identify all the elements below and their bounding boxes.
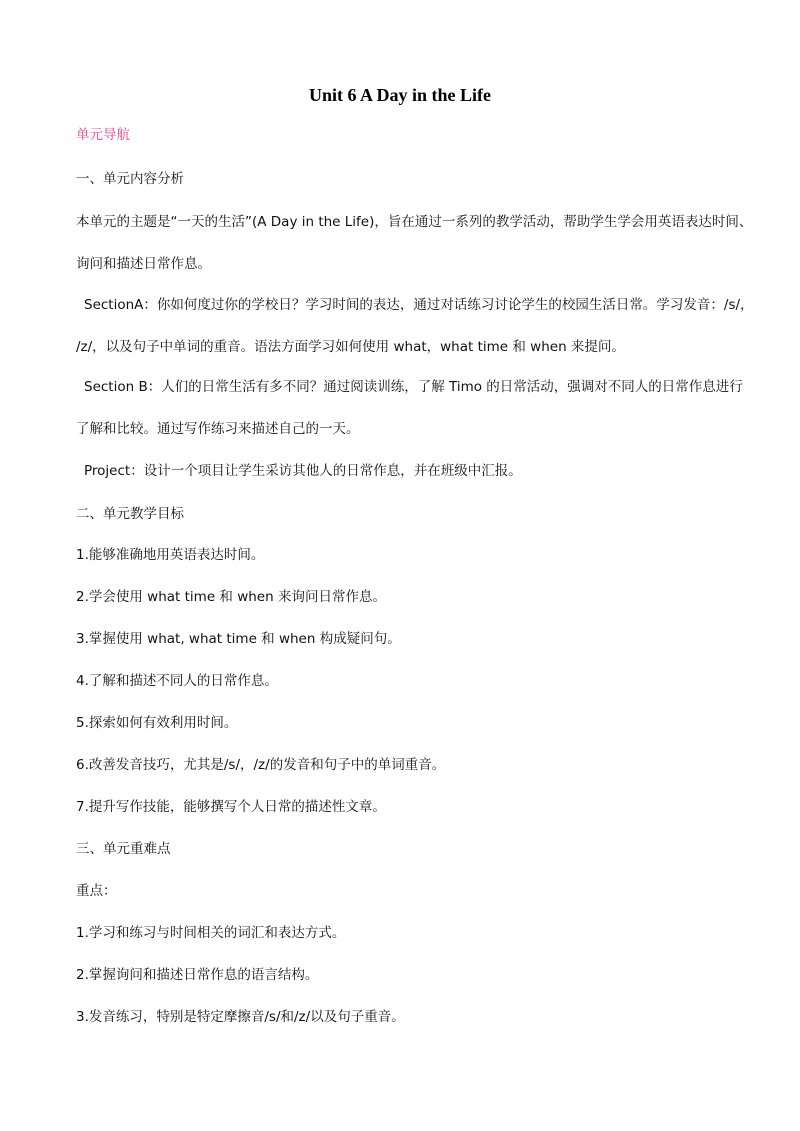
paragraph-theme-line-2: 询问和描述日常作息。 (76, 256, 211, 272)
goal-item: 4.了解和描述不同人的日常作息。 (76, 673, 278, 689)
goal-item: 5.探索如何有效利用时间。 (76, 715, 238, 731)
paragraph-section-a-line-2: /z/，以及句子中单词的重音。语法方面学习如何使用 what，what time 和 when 来提问。 (76, 339, 625, 355)
key-point-item: 1.学习和练习与时间相关的词汇和表达方式。 (76, 925, 346, 941)
unit-nav-label: 单元导航 (76, 127, 130, 143)
key-points-subheading: 重点： (76, 883, 117, 899)
key-point-item: 3.发音练习，特别是特定摩擦音/s/和/z/以及句子重音。 (76, 1009, 405, 1025)
section-heading-content-analysis: 一、单元内容分析 (76, 171, 184, 187)
document-title: Unit 6 A Day in the Life (308, 85, 491, 105)
goal-item: 3.掌握使用 what, what time 和 when 构成疑问句。 (76, 631, 401, 647)
section-heading-key-points: 三、单元重难点 (76, 841, 171, 857)
key-point-item: 2.掌握询问和描述日常作息的语言结构。 (76, 967, 319, 983)
paragraph-project: Project：设计一个项目让学生采访其他人的日常作息，并在班级中汇报。 (84, 463, 522, 479)
goal-item: 2.学会使用 what time 和 when 来询问日常作息。 (76, 589, 386, 605)
section-heading-teaching-goals: 二、单元教学目标 (76, 506, 184, 522)
paragraph-section-b-line-2: 了解和比较。通过写作练习来描述自己的一天。 (76, 421, 360, 437)
goal-item: 1.能够准确地用英语表达时间。 (76, 547, 265, 563)
goal-item: 7.提升写作技能，能够撰写个人日常的描述性文章。 (76, 799, 386, 815)
goal-item: 6.改善发音技巧，尤其是/s/，/z/的发音和句子中的单词重音。 (76, 757, 446, 773)
paragraph-section-a-line-1: SectionA：你如何度过你的学校日？学习时间的表达，通过对话练习讨论学生的校园生活日常。学习发音：/s/， (84, 297, 754, 313)
paragraph-theme-line-1: 本单元的主题是“一天的生活”(A Day in the Life)，旨在通过一系列的教学活动，帮助学生学会用英语表达时间、 (76, 214, 753, 230)
paragraph-section-b-line-1: Section B：人们的日常生活有多不同？通过阅读训练，了解 Timo 的日常活动，强调对不同人的日常作息进行 (84, 379, 743, 395)
